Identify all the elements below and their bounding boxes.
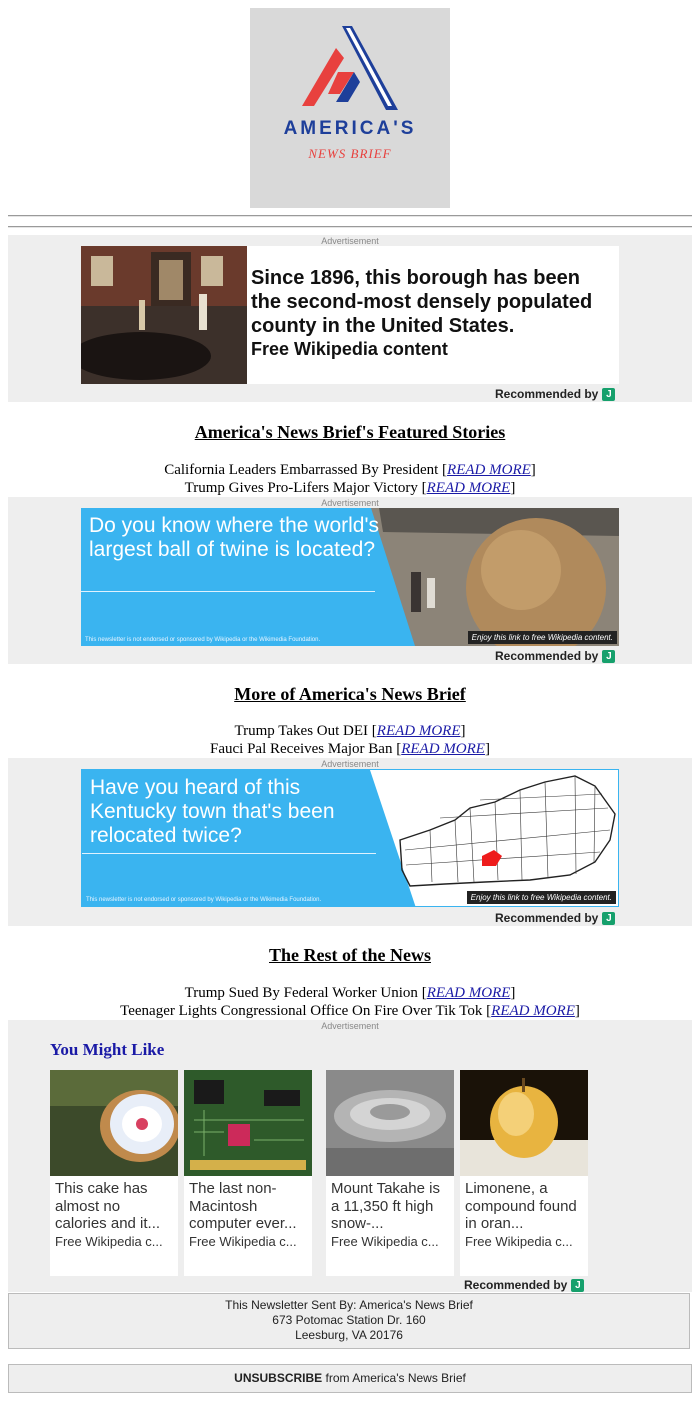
footer-line-sender: This Newsletter Sent By: America's News Brief [225,1298,473,1312]
recommended-by-label: Recommended by [495,649,599,663]
footer-address [8,1293,690,1349]
footer-line-street: 673 Potomac Station Dr. 160 [272,1313,426,1327]
recommended-by-label: Recommended by [495,387,599,401]
card-source: Free Wikipedia c... [331,1234,439,1249]
footer-line-city: Leesburg, VA 20176 [295,1328,403,1342]
ad-divider [82,853,376,854]
story-item: Trump Gives Pro-Lifers Major Victory [READ MORE] [184,480,516,496]
ad-headline: Do you know where the world's largest ball of twine is located? [89,514,379,561]
recommender-logo-icon: J [602,388,615,401]
kentucky-map-image [370,770,619,907]
story-item: California Leaders Embarrassed By President [READ MORE] [164,462,536,478]
read-more-link[interactable]: READ MORE [426,985,511,1001]
ad-zone-top [8,235,692,402]
read-more-link[interactable]: READ MORE [447,462,531,478]
cake-image [50,1070,178,1176]
ad-label: Advertisement [321,236,379,246]
ad-source: Free Wikipedia content [251,339,448,359]
section-title: The Rest of the News [269,945,431,965]
read-more-link[interactable]: READ MORE [426,480,511,496]
card-source: Free Wikipedia c... [189,1234,297,1249]
ad-label: Advertisement [321,498,379,508]
card-title: Mount Takahe is a 11,350 ft high snow-... [331,1180,440,1232]
recommended-by-label: Recommended by [495,911,599,925]
ad-caption: Enjoy this link to free Wikipedia content. [468,631,617,644]
recommender-logo-icon: J [602,650,615,663]
ad-card-kentucky[interactable] [81,769,619,907]
ad-divider [81,591,375,592]
read-more-link[interactable]: READ MORE [491,1003,575,1019]
ad-headline: Since 1896, this borough has been the second-most densely populated county in the United States. [251,267,593,337]
unsubscribe-link[interactable] [8,1364,692,1393]
story-headline: Teenager Lights Congressional Office On Fire Over Tik Tok [120,1003,483,1019]
section-title: More of America's News Brief [234,684,466,704]
recommended-by[interactable] [464,1278,584,1292]
recommendation-card[interactable] [460,1070,588,1276]
recommendation-card[interactable] [184,1070,312,1276]
brand-tagline: NEWS BRIEF [308,146,392,161]
story-item: Fauci Pal Receives Major Ban [READ MORE] [210,741,490,757]
recommendation-card[interactable] [326,1070,454,1276]
story-headline: Trump Gives Pro-Lifers Major Victory [184,480,418,496]
ad-card-top[interactable] [81,246,619,384]
story-headline: Trump Takes Out DEI [234,723,369,739]
story-item: Trump Sued By Federal Worker Union [READ MORE] [184,985,516,1001]
ad-zone-twine [8,497,692,664]
divider [8,215,692,217]
ad-card-twine[interactable] [81,508,619,646]
brand-name: AMERICA'S [283,118,417,139]
recommender-logo-icon: J [571,1279,584,1292]
section-title: America's News Brief's Featured Stories [194,422,506,442]
recommended-by[interactable] [495,649,615,663]
story-headline: Trump Sued By Federal Worker Union [184,985,418,1001]
divider [8,226,692,228]
recommender-logo-icon: J [602,912,615,925]
recommended-by-label: Recommended by [464,1278,568,1292]
unsubscribe-label: UNSUBSCRIBE [234,1371,323,1385]
story-item: Trump Takes Out DEI [READ MORE] [234,723,466,739]
street-photo-image [81,246,247,384]
ad-disclaimer: This newsletter is not endorsed or sponsored by Wikipedia or the Wikimedia Foundation. [86,897,322,903]
ad-zone-recommendations [8,1020,692,1292]
story-headline: California Leaders Embarrassed By President [164,462,439,478]
unsubscribe-from: from America's News Brief [325,1371,466,1385]
brand-logo[interactable] [250,8,450,208]
ad-zone-kentucky [8,758,692,926]
mountain-satellite-image [326,1070,454,1176]
logo-triangle-icon [300,26,400,114]
read-more-link[interactable]: READ MORE [401,741,485,757]
ad-label: Advertisement [321,759,379,769]
ad-label: Advertisement [321,1021,379,1031]
card-title: The last non-Macintosh computer ever... [189,1180,297,1232]
recommended-by[interactable] [495,387,615,401]
story-item: Teenager Lights Congressional Office On Fire Over Tik Tok [READ MORE] [120,1003,580,1019]
ad-disclaimer: This newsletter is not endorsed or sponsored by Wikipedia or the Wikimedia Foundation. [85,637,321,643]
card-source: Free Wikipedia c... [465,1234,573,1249]
circuit-board-image [184,1070,312,1176]
ad-caption: Enjoy this link to free Wikipedia content. [467,891,616,904]
read-more-link[interactable]: READ MORE [376,723,461,739]
recommended-by[interactable] [495,911,615,925]
widget-title: You Might Like [50,1040,165,1059]
card-source: Free Wikipedia c... [55,1234,163,1249]
story-headline: Fauci Pal Receives Major Ban [210,741,393,757]
card-title: Limonene, a compound found in oran... [465,1180,577,1232]
lemon-image [460,1070,588,1176]
ad-headline: Have you heard of this Kentucky town that's been relocated twice? [90,776,335,847]
card-title: This cake has almost no calories and it... [55,1180,161,1232]
twine-ball-image [371,508,619,646]
recommendation-card[interactable] [50,1070,178,1276]
